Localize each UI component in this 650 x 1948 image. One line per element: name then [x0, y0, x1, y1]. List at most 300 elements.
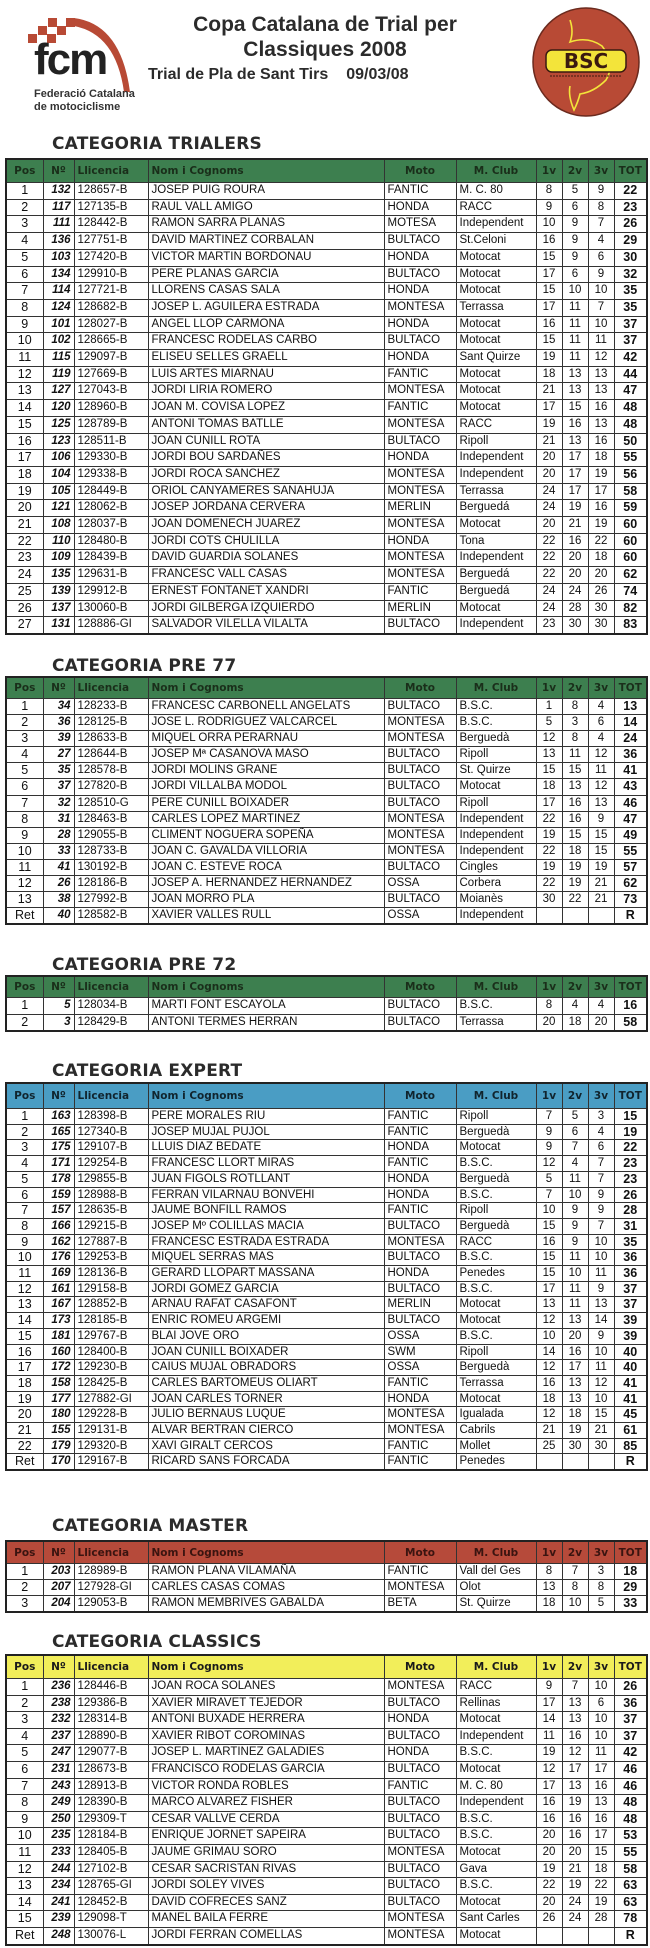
- cell-club: Vall del Ges: [456, 1564, 536, 1580]
- cell-lap2: 13: [562, 433, 588, 450]
- cell-pos: 21: [6, 1423, 43, 1439]
- cell-total: 48: [614, 416, 647, 433]
- cell-total: 45: [614, 1407, 647, 1423]
- cell-number: 28: [43, 827, 74, 843]
- cell-bike: BULTACO: [384, 1014, 456, 1031]
- cell-bike: BULTACO: [384, 795, 456, 811]
- cell-lap2: 9: [562, 249, 588, 266]
- cell-total: 30: [614, 249, 647, 266]
- column-header-bike: Moto: [384, 677, 456, 699]
- cell-lap1: 19: [536, 416, 562, 433]
- cell-club: Cingles: [456, 859, 536, 875]
- cell-lap3: 12: [588, 747, 614, 763]
- cell-pos: 1: [6, 183, 43, 200]
- cell-club: Motocat: [456, 400, 536, 417]
- cell-lap2: 13: [562, 366, 588, 383]
- table-row: [6, 216, 647, 233]
- cell-club: Motocat: [456, 333, 536, 350]
- column-header-total: TOT: [614, 976, 647, 998]
- cell-pos: 11: [6, 1266, 43, 1282]
- cell-total: R: [614, 1927, 647, 1944]
- cell-lap1: 8: [536, 1564, 562, 1580]
- column-header-license: Llicencia: [74, 159, 148, 183]
- cell-license: 128233-B: [74, 699, 148, 715]
- cell-name: FRANCESC RODELAS CARBO: [148, 333, 384, 350]
- cell-number: 204: [43, 1595, 74, 1611]
- column-header-number: Nº: [43, 976, 74, 998]
- cell-lap2: 16: [562, 533, 588, 550]
- cell-lap2: 20: [562, 1328, 588, 1344]
- cell-lap2: 5: [562, 183, 588, 200]
- cell-name: ERNEST FONTANET XANDRI: [148, 583, 384, 600]
- cell-club: Ripoll: [456, 795, 536, 811]
- cell-name: DAVID COFRECES SANZ: [148, 1894, 384, 1911]
- cell-pos: 13: [6, 1878, 43, 1895]
- cell-name: PERE MORALES RIU: [148, 1109, 384, 1125]
- cell-pos: 16: [6, 433, 43, 450]
- cell-lap1: 5: [536, 1171, 562, 1187]
- cell-club: Motocat: [456, 1297, 536, 1313]
- cell-license: 128027-B: [74, 316, 148, 333]
- cell-lap1: 15: [536, 333, 562, 350]
- cell-number: 171: [43, 1156, 74, 1172]
- cell-club: Terrassa: [456, 299, 536, 316]
- cell-name: RAMON PLANA VILAMAÑA: [148, 1564, 384, 1580]
- cell-number: 36: [43, 715, 74, 731]
- cell-lap3: 30: [588, 600, 614, 617]
- cell-lap2: 19: [562, 1795, 588, 1812]
- cell-total: 55: [614, 1844, 647, 1861]
- column-header-license: Llicencia: [74, 1655, 148, 1679]
- cell-pos: 4: [6, 1156, 43, 1172]
- cell-bike: HONDA: [384, 1712, 456, 1729]
- cell-lap3: 10: [588, 1250, 614, 1266]
- cell-lap1: 15: [536, 763, 562, 779]
- cell-total: 29: [614, 233, 647, 250]
- cell-name: PERE PLANAS GARCIA: [148, 266, 384, 283]
- cell-lap2: 13: [562, 1391, 588, 1407]
- cell-lap3: 30: [588, 617, 614, 634]
- cell-lap2: 11: [562, 1281, 588, 1297]
- cell-license: 128062-B: [74, 500, 148, 517]
- cell-lap2: 9: [562, 233, 588, 250]
- table-row: [6, 731, 647, 747]
- cell-lap2: 6: [562, 266, 588, 283]
- column-header-lap3: 3v: [588, 1655, 614, 1679]
- cell-number: 127: [43, 383, 74, 400]
- cell-lap1: 20: [536, 1014, 562, 1031]
- cell-pos: 11: [6, 859, 43, 875]
- cell-lap3: 4: [588, 731, 614, 747]
- cell-lap2: 15: [562, 763, 588, 779]
- table-row: [6, 779, 647, 795]
- cell-lap1: 5: [536, 715, 562, 731]
- cell-number: 238: [43, 1695, 74, 1712]
- cell-lap2: 24: [562, 1911, 588, 1928]
- cell-lap1: 12: [536, 1360, 562, 1376]
- cell-bike: FANTIC: [384, 583, 456, 600]
- cell-lap3: 21: [588, 876, 614, 892]
- cell-pos: Ret: [6, 908, 43, 925]
- table-row: [6, 1234, 647, 1250]
- cell-name: SALVADOR VILELLA VILALTA: [148, 617, 384, 634]
- table-row: [6, 699, 647, 715]
- cell-bike: MERLIN: [384, 1297, 456, 1313]
- cell-number: 241: [43, 1894, 74, 1911]
- table-row: [6, 1778, 647, 1795]
- cell-club: Moianès: [456, 892, 536, 908]
- cell-number: 178: [43, 1171, 74, 1187]
- cell-pos: 9: [6, 1811, 43, 1828]
- cell-lap1: 22: [536, 533, 562, 550]
- event-name: Trial de Pla de Sant Tirs: [148, 66, 329, 83]
- cell-club: B.S.C.: [456, 699, 536, 715]
- cell-license: 127721-B: [74, 283, 148, 300]
- cell-lap1: 20: [536, 517, 562, 534]
- cell-club: Berguedá: [456, 500, 536, 517]
- cell-number: 32: [43, 795, 74, 811]
- cell-pos: 2: [6, 199, 43, 216]
- cell-pos: 17: [6, 1360, 43, 1376]
- cell-lap3: 4: [588, 1124, 614, 1140]
- cell-number: 123: [43, 433, 74, 450]
- cell-bike: BULTACO: [384, 859, 456, 875]
- table-row: [6, 233, 647, 250]
- cell-name: JORDI COTS CHULILLA: [148, 533, 384, 550]
- cell-bike: FANTIC: [384, 1375, 456, 1391]
- cell-name: CARLES CASAS COMAS: [148, 1579, 384, 1595]
- cell-lap3: 16: [588, 1778, 614, 1795]
- cell-club: Terrassa: [456, 483, 536, 500]
- cell-lap2: 5: [562, 1109, 588, 1125]
- cell-pos: 15: [6, 1328, 43, 1344]
- cell-club: Tona: [456, 533, 536, 550]
- cell-lap3: 10: [588, 283, 614, 300]
- cell-total: 60: [614, 517, 647, 534]
- cell-pos: 10: [6, 1828, 43, 1845]
- cell-lap3: 7: [588, 216, 614, 233]
- cell-lap2: 19: [562, 1423, 588, 1439]
- column-header-lap2: 2v: [562, 677, 588, 699]
- cell-lap3: 4: [588, 233, 614, 250]
- cell-lap2: 18: [562, 1014, 588, 1031]
- cell-total: 35: [614, 283, 647, 300]
- table-row: [6, 1454, 647, 1470]
- cell-bike: HONDA: [384, 1266, 456, 1282]
- cell-bike: FANTIC: [384, 366, 456, 383]
- cell-number: 134: [43, 266, 74, 283]
- cell-total: R: [614, 1454, 647, 1470]
- cell-lap1: 22: [536, 811, 562, 827]
- table-row: [6, 876, 647, 892]
- cell-total: 57: [614, 859, 647, 875]
- cell-bike: HONDA: [384, 283, 456, 300]
- cell-pos: 2: [6, 715, 43, 731]
- cell-club: B.S.C.: [456, 1828, 536, 1845]
- cell-license: 127043-B: [74, 383, 148, 400]
- table-row: [6, 1203, 647, 1219]
- cell-name: XAVIER RIBOT COROMINAS: [148, 1728, 384, 1745]
- cell-pos: 6: [6, 1187, 43, 1203]
- cell-lap3: 12: [588, 1375, 614, 1391]
- cell-pos: Ret: [6, 1927, 43, 1944]
- cell-number: 207: [43, 1579, 74, 1595]
- cell-lap1: 12: [536, 1761, 562, 1778]
- column-header-number: Nº: [43, 1655, 74, 1679]
- cell-pos: 7: [6, 1778, 43, 1795]
- column-header-club: M. Club: [456, 1655, 536, 1679]
- cell-bike: MONTESA: [384, 383, 456, 400]
- cell-name: FRANCISCO RODELAS GARCIA: [148, 1761, 384, 1778]
- cell-lap2: 11: [562, 350, 588, 367]
- table-header-row: [6, 159, 647, 183]
- column-header-lap1: 1v: [536, 1655, 562, 1679]
- cell-lap3: 20: [588, 567, 614, 584]
- cell-lap1: 19: [536, 1861, 562, 1878]
- cell-license: 129131-B: [74, 1423, 148, 1439]
- cell-total: 36: [614, 1250, 647, 1266]
- cell-club: Gava: [456, 1861, 536, 1878]
- cell-lap3: 16: [588, 433, 614, 450]
- cell-club: RACC: [456, 199, 536, 216]
- cell-name: JOSEP JORDANA CERVERA: [148, 500, 384, 517]
- cell-total: 46: [614, 1761, 647, 1778]
- column-header-bike: Moto: [384, 1655, 456, 1679]
- cell-lap3: 13: [588, 366, 614, 383]
- cell-lap1: 15: [536, 1266, 562, 1282]
- cell-pos: 2: [6, 1014, 43, 1031]
- cell-total: 15: [614, 1109, 647, 1125]
- column-header-pos: Pos: [6, 159, 43, 183]
- cell-lap2: 13: [562, 383, 588, 400]
- cell-pos: 24: [6, 567, 43, 584]
- cell-club: Rellinas: [456, 1695, 536, 1712]
- cell-pos: 1: [6, 699, 43, 715]
- cell-bike: FANTIC: [384, 1454, 456, 1470]
- cell-number: 161: [43, 1281, 74, 1297]
- cell-bike: MONTESA: [384, 550, 456, 567]
- cell-lap3: 7: [588, 1218, 614, 1234]
- table-row: [6, 283, 647, 300]
- column-header-total: TOT: [614, 1541, 647, 1564]
- cell-total: 63: [614, 1894, 647, 1911]
- cell-total: 37: [614, 333, 647, 350]
- column-header-name: Nom i Cognoms: [148, 1083, 384, 1109]
- cell-number: 135: [43, 567, 74, 584]
- table-row: [6, 383, 647, 400]
- cell-club: St.Celoni: [456, 233, 536, 250]
- cell-pos: 20: [6, 1407, 43, 1423]
- cell-lap3: 8: [588, 199, 614, 216]
- cell-lap2: 10: [562, 1187, 588, 1203]
- cell-name: BLAI JOVE ORO: [148, 1328, 384, 1344]
- cell-lap2: 4: [562, 998, 588, 1015]
- cell-bike: MONTESA: [384, 1407, 456, 1423]
- cell-total: 56: [614, 466, 647, 483]
- cell-total: 41: [614, 763, 647, 779]
- table-row: [6, 266, 647, 283]
- cell-lap3: 6: [588, 1695, 614, 1712]
- cell-number: 114: [43, 283, 74, 300]
- table-row: [6, 843, 647, 859]
- cell-club: B.S.C.: [456, 1745, 536, 1762]
- cell-club: Ripoll: [456, 1344, 536, 1360]
- cell-license: 129230-B: [74, 1360, 148, 1376]
- table-row: [6, 1695, 647, 1712]
- table-row: [6, 1375, 647, 1391]
- cell-lap3: 16: [588, 1811, 614, 1828]
- page-title: [140, 12, 510, 62]
- fcm-logo: [14, 10, 135, 113]
- column-header-number: Nº: [43, 1541, 74, 1564]
- cell-bike: MERLIN: [384, 600, 456, 617]
- cell-license: 128439-B: [74, 550, 148, 567]
- cell-pos: 6: [6, 1761, 43, 1778]
- cell-lap2: 11: [562, 299, 588, 316]
- cell-bike: BULTACO: [384, 333, 456, 350]
- cell-bike: BULTACO: [384, 1728, 456, 1745]
- table-row: [6, 1878, 647, 1895]
- cell-lap1: 24: [536, 600, 562, 617]
- cell-club: Motocat: [456, 266, 536, 283]
- column-header-lap3: 3v: [588, 1083, 614, 1109]
- cell-number: 104: [43, 466, 74, 483]
- cell-number: 115: [43, 350, 74, 367]
- cell-license: 129053-B: [74, 1595, 148, 1611]
- cell-lap1: 23: [536, 617, 562, 634]
- cell-license: 128425-B: [74, 1375, 148, 1391]
- cell-lap1: 17: [536, 1695, 562, 1712]
- cell-license: 128886-GI: [74, 617, 148, 634]
- cell-lap2: 19: [562, 500, 588, 517]
- table-row: [6, 1795, 647, 1812]
- table-row: [6, 1360, 647, 1376]
- cell-number: 111: [43, 216, 74, 233]
- bsc-logo-text: BSC: [563, 49, 609, 73]
- cell-lap3: 15: [588, 827, 614, 843]
- cell-club: Cabrils: [456, 1423, 536, 1439]
- cell-pos: 4: [6, 747, 43, 763]
- cell-lap1: 20: [536, 1844, 562, 1861]
- cell-license: 128125-B: [74, 715, 148, 731]
- cell-pos: 19: [6, 483, 43, 500]
- table-row: [6, 450, 647, 467]
- cell-bike: BULTACO: [384, 1861, 456, 1878]
- cell-license: 128665-B: [74, 333, 148, 350]
- cell-lap1: 15: [536, 249, 562, 266]
- cell-name: LLORENS CASAS SALA: [148, 283, 384, 300]
- cell-license: 129386-B: [74, 1695, 148, 1712]
- results-table-pre77: [5, 676, 648, 925]
- cell-number: 250: [43, 1811, 74, 1828]
- cell-pos: 3: [6, 731, 43, 747]
- cell-lap1: 16: [536, 1811, 562, 1828]
- column-header-license: Llicencia: [74, 976, 148, 998]
- cell-bike: BULTACO: [384, 1811, 456, 1828]
- table-row: [6, 466, 647, 483]
- cell-name: XAVI GIRALT CERCOS: [148, 1438, 384, 1454]
- cell-number: 39: [43, 731, 74, 747]
- cell-bike: OSSA: [384, 1360, 456, 1376]
- cell-club: Motocat: [456, 383, 536, 400]
- cell-lap1: 22: [536, 843, 562, 859]
- cell-club: Motocat: [456, 779, 536, 795]
- cell-lap1: 24: [536, 483, 562, 500]
- cell-name: JORDI GOMEZ GARCIA: [148, 1281, 384, 1297]
- cell-pos: 11: [6, 1844, 43, 1861]
- column-header-club: M. Club: [456, 159, 536, 183]
- cell-number: 102: [43, 333, 74, 350]
- column-header-name: Nom i Cognoms: [148, 159, 384, 183]
- column-header-bike: Moto: [384, 976, 456, 998]
- table-row: [6, 1266, 647, 1282]
- cell-total: 55: [614, 843, 647, 859]
- cell-pos: 8: [6, 1218, 43, 1234]
- cell-name: JOAN MORRO PLA: [148, 892, 384, 908]
- cell-lap2: 17: [562, 1360, 588, 1376]
- cell-lap2: 6: [562, 199, 588, 216]
- cell-number: 41: [43, 859, 74, 875]
- cell-bike: MONTESA: [384, 731, 456, 747]
- cell-pos: 1: [6, 1679, 43, 1696]
- cell-pos: 22: [6, 533, 43, 550]
- cell-club: B.S.C.: [456, 715, 536, 731]
- cell-lap1: 14: [536, 1344, 562, 1360]
- cell-name: FRANCESC LLORT MIRAS: [148, 1156, 384, 1172]
- cell-lap1: 20: [536, 1828, 562, 1845]
- cell-number: 157: [43, 1203, 74, 1219]
- cell-total: 61: [614, 1423, 647, 1439]
- cell-pos: 12: [6, 366, 43, 383]
- cell-name: CESAR VALLVE CERDA: [148, 1811, 384, 1828]
- table-row: [6, 1328, 647, 1344]
- cell-lap3: 9: [588, 1281, 614, 1297]
- cell-lap2: 7: [562, 1140, 588, 1156]
- cell-pos: 3: [6, 1595, 43, 1611]
- cell-lap3: 11: [588, 763, 614, 779]
- cell-lap2: 11: [562, 747, 588, 763]
- cell-lap1: 21: [536, 383, 562, 400]
- cell-name: ANTONI TERMES HERRAN: [148, 1014, 384, 1031]
- cell-pos: 4: [6, 233, 43, 250]
- cell-lap2: 13: [562, 1375, 588, 1391]
- cell-pos: 9: [6, 1234, 43, 1250]
- column-header-name: Nom i Cognoms: [148, 1655, 384, 1679]
- cell-lap2: 6: [562, 1124, 588, 1140]
- cell-lap1: 10: [536, 1328, 562, 1344]
- cell-lap1: 12: [536, 1407, 562, 1423]
- cell-number: 119: [43, 366, 74, 383]
- cell-club: Motocat: [456, 1391, 536, 1407]
- cell-lap3: 13: [588, 416, 614, 433]
- cell-lap1: 9: [536, 1679, 562, 1696]
- cell-lap1: 8: [536, 183, 562, 200]
- column-header-number: Nº: [43, 159, 74, 183]
- cell-lap2: 16: [562, 1728, 588, 1745]
- cell-bike: BULTACO: [384, 1218, 456, 1234]
- cell-bike: FANTIC: [384, 1156, 456, 1172]
- cell-license: 128184-B: [74, 1828, 148, 1845]
- cell-total: 24: [614, 731, 647, 747]
- cell-pos: 13: [6, 892, 43, 908]
- cell-name: JAUME BONFILL RAMOS: [148, 1203, 384, 1219]
- cell-lap2: 8: [562, 1579, 588, 1595]
- page-header: [0, 0, 650, 125]
- cell-lap1: 12: [536, 1313, 562, 1329]
- cell-number: 31: [43, 811, 74, 827]
- cell-lap1: 20: [536, 466, 562, 483]
- cell-total: 41: [614, 1375, 647, 1391]
